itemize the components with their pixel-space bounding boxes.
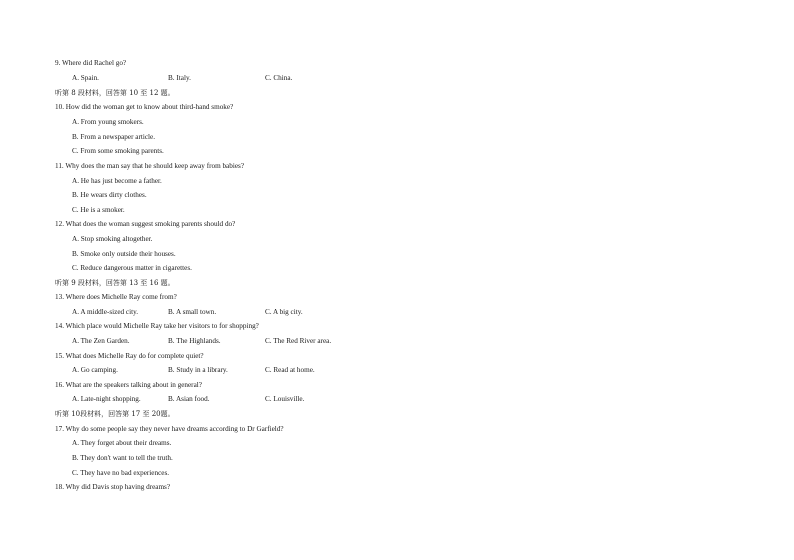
option-13c: C. A big city. [265, 308, 303, 316]
question-14: 14. Which place would Michelle Ray take her visitors to for shopping? [55, 322, 259, 330]
option-13b: B. A small town. [168, 308, 217, 316]
option-16c: C. Louisville. [265, 395, 305, 403]
option-14b: B. The Highlands. [168, 337, 221, 345]
option-10c: C. From some smoking parents. [72, 147, 164, 155]
option-16b: B. Asian food. [168, 395, 210, 403]
question-16: 16. What are the speakers talking about in general? [55, 381, 202, 389]
option-11b: B. He wears dirty clothes. [72, 191, 147, 199]
question-12: 12. What does the woman suggest smoking parents should do? [55, 220, 236, 228]
option-9b: B. Italy. [168, 74, 191, 82]
option-15c: C. Read at home. [265, 366, 315, 374]
option-9a: A. Spain. [72, 74, 99, 82]
option-15a: A. Go camping. [72, 366, 118, 374]
question-15: 15. What does Michelle Ray do for complete quiet? [55, 352, 204, 360]
question-11: 11. Why does the man say that he should keep away from babies? [55, 162, 245, 170]
option-11a: A. He has just become a father. [72, 177, 162, 185]
section-10-heading: 听第 10段材料，回答第 17 至 20题。 [55, 410, 175, 418]
option-14a: A. The Zen Garden. [72, 337, 130, 345]
option-17a: A. They forget about their dreams. [72, 439, 172, 447]
option-13a: A. A middle-sized city. [72, 308, 139, 316]
question-9: 9. Where did Rachel go? [55, 59, 127, 67]
option-12c: C. Reduce dangerous matter in cigarettes. [72, 264, 192, 272]
question-10: 10. How did the woman get to know about third-hand smoke? [55, 103, 234, 111]
option-14c: C. The Red River area. [265, 337, 332, 345]
option-10a: A. From young smokers. [72, 118, 144, 126]
option-12a: A. Stop smoking altogether. [72, 235, 153, 243]
question-18: 18. Why did Davis stop having dreams? [55, 483, 171, 491]
question-17: 17. Why do some people say they never have dreams according to Dr Garfield? [55, 425, 284, 433]
option-12b: B. Smoke only outside their houses. [72, 250, 176, 258]
option-16a: A. Late-night shopping. [72, 395, 141, 403]
option-10b: B. From a newspaper article. [72, 133, 156, 141]
option-17b: B. They don't want to tell the truth. [72, 454, 173, 462]
question-13: 13. Where does Michelle Ray come from? [55, 293, 177, 301]
option-9c: C. China. [265, 74, 293, 82]
option-17c: C. They have no bad experiences. [72, 469, 170, 477]
section-8-heading: 听第 8 段材料，回答第 10 至 12 题。 [55, 89, 175, 97]
option-11c: C. He is a smoker. [72, 206, 125, 214]
option-15b: B. Study in a library. [168, 366, 228, 374]
section-9-heading: 听第 9 段材料，回答第 13 至 16 题。 [55, 279, 175, 287]
